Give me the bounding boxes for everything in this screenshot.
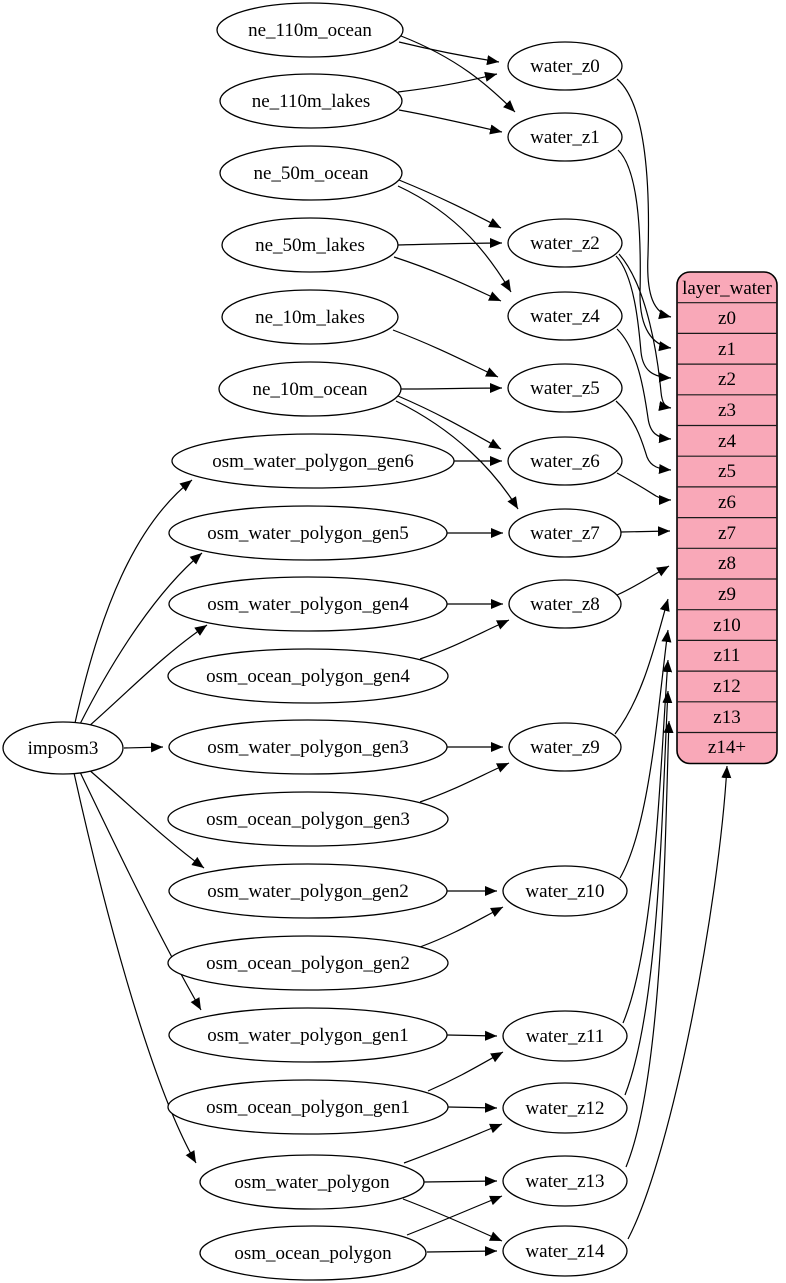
osm-water-polygon-gen6-label: osm_water_polygon_gen6: [212, 451, 414, 472]
water-z6-label: water_z6: [530, 451, 600, 472]
edge-ne-50m-ocean-to-water-z4: [398, 186, 511, 292]
node-water-z4: [508, 292, 622, 340]
edge-ne-110m-ocean-to-water-z1: [401, 36, 515, 112]
node-osm-water-polygon-gen5: [169, 506, 447, 560]
water-z5-label: water_z5: [530, 378, 600, 399]
osm-ocean-polygon-gen2-label: osm_ocean_polygon_gen2: [206, 953, 410, 974]
node-water-z6: [508, 437, 622, 485]
ne-10m-ocean-label: ne_10m_ocean: [252, 379, 368, 400]
edge-imposm3-to-osm-water-polygon-gen3: [124, 747, 163, 748]
layer-water-row-z7: z7: [718, 523, 736, 544]
layer-water-row-z1: z1: [718, 339, 736, 360]
osm-water-polygon-gen5-label: osm_water_polygon_gen5: [207, 523, 409, 544]
edge-osm-ocean-polygon-gen2-to-water-z10: [420, 907, 503, 947]
osm-ocean-polygon-gen3-label: osm_ocean_polygon_gen3: [206, 809, 410, 830]
node-osm-water-polygon-gen6: [172, 434, 454, 488]
edge-water-z9-to-row-z9: [615, 599, 668, 734]
edge-ne-110m-lakes-to-water-z1: [399, 110, 502, 132]
node-ne-10m-ocean: [219, 362, 401, 416]
node-osm-ocean-polygon-gen4: [168, 649, 448, 703]
water-z0-label: water_z0: [530, 56, 600, 77]
layer-water-row-z3: z3: [718, 400, 736, 421]
edge-water-z7-to-row-z7: [621, 531, 670, 532]
layer-water-row-z13: z13: [713, 707, 741, 728]
edge-ne-10m-ocean-to-water-z5: [400, 388, 502, 389]
edge-ne-10m-ocean-to-water-z6: [398, 396, 501, 449]
edge-water-z2-to-row-z3: [619, 254, 671, 408]
water-z8-label: water_z8: [530, 594, 600, 615]
node-water-z11: [503, 1011, 627, 1061]
layer-water-row-z11: z11: [713, 645, 741, 666]
node-ne-110m-ocean: [217, 3, 403, 57]
osm-water-polygon-gen4-label: osm_water_polygon_gen4: [207, 594, 409, 615]
water-z9-label: water_z9: [530, 737, 600, 758]
node-osm-water-polygon-gen2: [169, 864, 447, 918]
node-ne-50m-lakes: [222, 218, 398, 272]
node-water-z13: [503, 1156, 627, 1206]
edge-osm-ocean-polygon-gen3-to-water-z9: [420, 763, 509, 802]
node-osm-water-polygon: [200, 1155, 424, 1209]
ne-50m-lakes-label: ne_50m_lakes: [255, 235, 365, 256]
osm-water-polygon-gen3-label: osm_water_polygon_gen3: [207, 737, 409, 758]
water-z7-label: water_z7: [530, 523, 600, 544]
edge-osm-ocean-polygon-to-water-z13: [407, 1196, 502, 1235]
edge-ne-50m-ocean-to-water-z2: [399, 180, 501, 228]
osm-water-polygon-gen2-label: osm_water_polygon_gen2: [207, 881, 409, 902]
edge-osm-water-polygon-to-water-z13: [424, 1181, 497, 1182]
node-water-z10: [503, 866, 627, 916]
node-water-z8: [509, 580, 621, 628]
water-z12-label: water_z12: [525, 1098, 605, 1119]
node-ne-110m-lakes: [220, 74, 402, 128]
node-osm-ocean-polygon-gen3: [168, 792, 448, 846]
layer-water-row-z4: z4: [718, 431, 736, 452]
node-osm-ocean-polygon-gen1: [168, 1080, 448, 1134]
node-osm-ocean-polygon: [200, 1226, 426, 1280]
node-water-z7: [509, 509, 621, 557]
edge-water-z5-to-row-z5: [616, 401, 671, 470]
edge-water-z1-to-row-z1: [618, 150, 671, 348]
water-z13-label: water_z13: [525, 1171, 605, 1192]
node-water-z2: [508, 219, 622, 267]
node-osm-ocean-polygon-gen2: [168, 936, 448, 990]
edge-osm-water-polygon-to-water-z14: [403, 1199, 502, 1241]
node-ne-50m-ocean: [220, 146, 402, 200]
node-water-z9: [509, 723, 621, 771]
water-z2-label: water_z2: [530, 233, 600, 254]
layer-water-row-z14plus: z14+: [707, 737, 747, 758]
edge-water-z8-to-row-z8: [617, 566, 669, 595]
layer-water-title: layer_water: [682, 278, 772, 299]
node-water-z0: [508, 42, 622, 90]
edge-osm-ocean-polygon-gen1-to-water-z11: [428, 1052, 503, 1091]
osm-ocean-polygon-label: osm_ocean_polygon: [234, 1243, 392, 1264]
water-z10-label: water_z10: [525, 881, 605, 902]
layer-water-row-z5: z5: [718, 461, 736, 482]
edge-ne-50m-lakes-to-water-z4: [394, 257, 501, 301]
edge-osm-water-polygon-to-water-z12: [404, 1124, 502, 1163]
water-z14-label: water_z14: [525, 1241, 605, 1262]
edge-ne-110m-lakes-to-water-z0: [398, 74, 497, 92]
node-osm-water-polygon-gen4: [169, 577, 447, 631]
node-water-z5: [508, 364, 622, 412]
osm-ocean-polygon-gen1-label: osm_ocean_polygon_gen1: [206, 1097, 410, 1118]
osm-water-polygon-gen1-label: osm_water_polygon_gen1: [207, 1025, 409, 1046]
layer-water-row-z2: z2: [718, 369, 736, 390]
edge-osm-ocean-polygon-gen1-to-water-z12: [448, 1107, 497, 1108]
node-water-z1: [508, 113, 622, 161]
layer-water-row-z0: z0: [718, 308, 736, 329]
layer-water-row-z12: z12: [713, 676, 741, 697]
ne-110m-ocean-label: ne_110m_ocean: [248, 20, 372, 41]
edge-imposm3-to-osm-water-polygon-gen5: [80, 553, 202, 724]
water-z4-label: water_z4: [530, 306, 600, 327]
ne-110m-lakes-label: ne_110m_lakes: [251, 91, 371, 112]
node-osm-water-polygon-gen1: [169, 1008, 447, 1062]
edge-osm-ocean-polygon-to-water-z14: [427, 1251, 497, 1252]
edge-water-z14-to-row-z14plus: [628, 766, 727, 1239]
edges-layer: [74, 36, 727, 1252]
water-z1-label: water_z1: [530, 127, 600, 148]
layer-water-row-z8: z8: [718, 553, 736, 574]
edge-osm-ocean-polygon-gen4-to-water-z8: [420, 620, 509, 659]
layer-water-row-z9: z9: [718, 584, 736, 605]
node-water-z12: [503, 1083, 627, 1133]
osm-ocean-polygon-gen4-label: osm_ocean_polygon_gen4: [206, 666, 410, 687]
edge-water-z6-to-row-z6: [617, 473, 671, 500]
osm-water-polygon-label: osm_water_polygon: [234, 1172, 390, 1193]
layer-water-row-z10: z10: [713, 615, 741, 636]
node-water-z14: [503, 1226, 627, 1276]
edge-water-z2-to-row-z2: [616, 256, 671, 378]
edge-osm-water-polygon-gen1-to-water-z11: [447, 1035, 497, 1036]
imposm3-label: imposm3: [27, 738, 99, 759]
edge-ne-10m-lakes-to-water-z5: [393, 330, 498, 377]
layer-water-table: [677, 272, 777, 764]
water-z11-label: water_z11: [525, 1026, 605, 1047]
node-ne-10m-lakes: [222, 290, 398, 344]
layer-water-row-z6: z6: [718, 492, 736, 513]
ne-10m-lakes-label: ne_10m_lakes: [255, 307, 365, 328]
node-imposm3: [3, 722, 123, 774]
ne-50m-ocean-label: ne_50m_ocean: [253, 163, 369, 184]
node-osm-water-polygon-gen3: [169, 720, 447, 774]
edge-water-z0-to-row-z0: [617, 79, 671, 317]
edge-ne-50m-lakes-to-water-z2: [397, 243, 502, 245]
